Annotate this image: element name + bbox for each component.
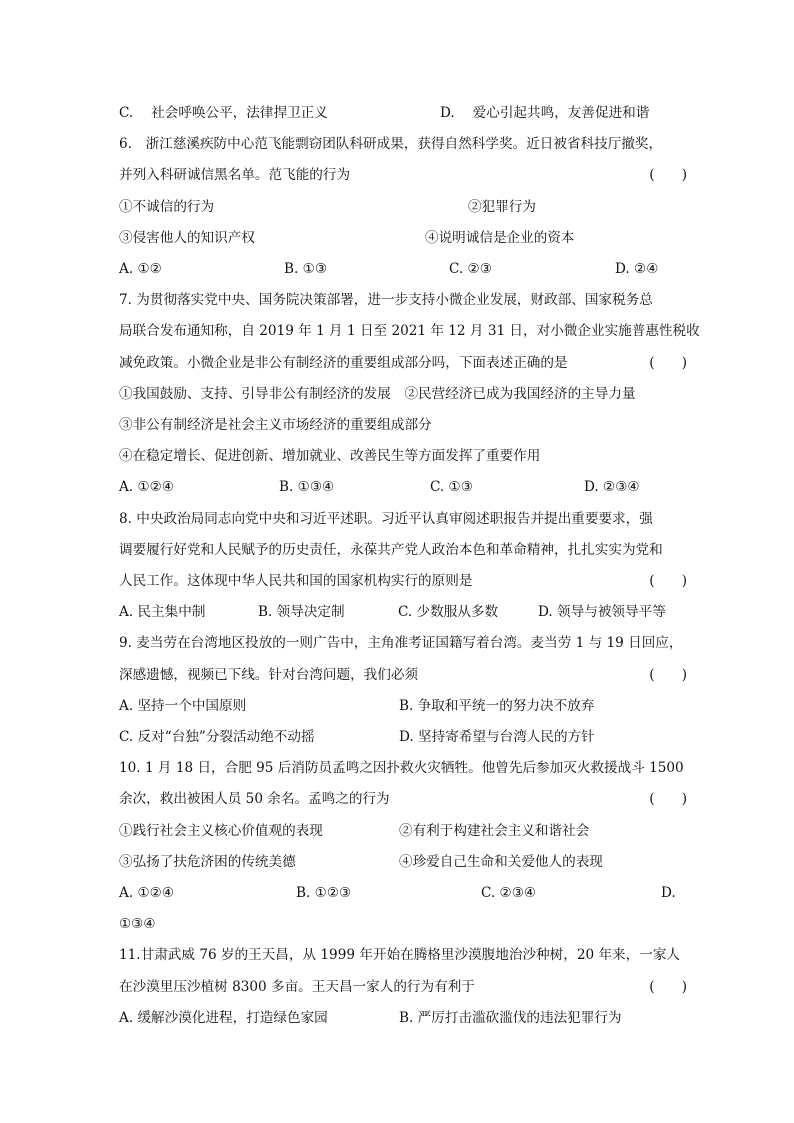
option-item: A. 缓解沙漠化进程，打造绿色家园 (119, 1009, 328, 1026)
question-line (119, 129, 687, 160)
option-item: A. ①② (119, 261, 162, 277)
question-line (119, 660, 687, 691)
question-line (119, 504, 687, 535)
option-item: C. ②③ (449, 261, 492, 277)
option-item: C. ②③④ (481, 885, 537, 901)
option-item: C. 社会呼唤公平，法律捍卫正义 (119, 105, 328, 121)
question-line (119, 753, 687, 784)
options-row (119, 597, 687, 628)
option-item: D. (661, 885, 676, 901)
option-item: B. ①③④ (279, 479, 335, 496)
question-line (119, 348, 687, 379)
option-item: D. ②③④ (584, 479, 640, 496)
line-text: 7. 为贯彻落实党中央、国务院决策部署，进一步支持小微企业发展，财政部、国家税务总 (119, 292, 653, 309)
option-item: ②犯罪行为 (468, 198, 536, 215)
options-row (119, 878, 687, 909)
line-text: 并列入科研诚信黑名单。范飞能的行为 (119, 167, 351, 184)
option-item: B. 争取和平统一的努力决不放弃 (399, 697, 595, 714)
line-text: 局联合发布通知称，自 2019 年 1 月 1 日至 2021 年 12 月 31 日，对小微企业实施普惠性税收 (119, 323, 700, 340)
option-item: ②有利于构建社会主义和谐社会 (399, 822, 590, 839)
option-item: A. 民主集中制 (119, 604, 206, 621)
options-row (119, 98, 687, 129)
answer-blank: ( ) (649, 666, 687, 683)
answer-blank: ( ) (649, 978, 687, 995)
option-item: B. 严厉打击滥砍滥伐的违法犯罪行为 (399, 1009, 622, 1026)
options-row (119, 223, 687, 254)
option-item: ③弘扬了扶危济困的传统美德 (119, 853, 296, 870)
line-text: 11.甘肃武威 76 岁的王天昌，从 1999 年开始在腾格里沙漠腹地治沙种树，20 年来，一家人 (119, 947, 681, 964)
line-text: 在沙漠里压沙植树 8300 多亩。王天昌一家人的行为有利于 (119, 978, 475, 995)
option-item: ③侵害他人的知识产权 (119, 229, 255, 246)
line-text: 减免政策。小微企业是非公有制经济的重要组成部分吗，下面表述正确的是 (119, 354, 568, 371)
options-row (119, 847, 687, 878)
question-line (119, 628, 687, 659)
option-item: C. 少数服从多数 (398, 604, 499, 621)
question-line (119, 410, 687, 441)
line-text: ③非公有制经济是社会主义市场经济的重要组成部分 (119, 417, 432, 433)
option-item: A. ①②④ (119, 479, 175, 496)
question-line (119, 972, 687, 1003)
option-item: D. 坚持寄希望与台湾人民的方针 (399, 729, 595, 745)
answer-blank: ( ) (649, 167, 687, 184)
options-row (119, 1003, 687, 1034)
option-item: C. 反对“台独”分裂活动绝不动摇 (119, 729, 315, 745)
line-text: 深感遗憾，视频已下线。针对台湾问题，我们必须 (119, 666, 419, 683)
question-line (119, 285, 687, 316)
question-line (119, 566, 687, 597)
line-text: 调要履行好党和人民赋予的历史责任，永葆共产党人政治本色和革命精神，扎扎实实为党和 (119, 541, 663, 558)
line-text: 8. 中央政治局同志向党中央和习近平述职。习近平认真审阅述职报告并提出重要要求，强 (119, 510, 653, 527)
question-line (119, 379, 687, 410)
options-row (119, 722, 687, 753)
option-item: ④说明诚信是企业的资本 (425, 229, 575, 246)
question-line (119, 316, 700, 347)
options-row (119, 192, 687, 223)
options-row (119, 472, 687, 503)
line-text: 人民工作。这体现中华人民共和国的国家机构实行的原则是 (119, 573, 473, 589)
question-line (119, 940, 687, 971)
options-row (119, 254, 687, 285)
option-item: ①不诚信的行为 (119, 198, 215, 215)
options-row (119, 691, 687, 722)
question-line (119, 441, 687, 472)
option-item: B. ①②③ (296, 885, 352, 901)
option-item: B. ①③ (284, 261, 328, 277)
question-line (119, 160, 687, 191)
option-item: D. 爱心引起共鸣，友善促进和谐 (440, 105, 650, 121)
answer-blank: ( ) (649, 573, 687, 589)
options-row (119, 816, 687, 847)
option-item: B. 领导决定制 (258, 604, 345, 621)
line-text: ①③④ (119, 916, 156, 933)
question-line (119, 535, 687, 566)
line-text: 9. 麦当劳在台湾地区投放的一则广告中，主角准考证国籍写着台湾。麦当劳 1 与 19 日回应， (119, 635, 683, 652)
option-item: D. ②④ (615, 261, 659, 277)
line-text: 6. 浙江慈溪疾防中心范飞能剽窃团队科研成果，获得自然科学奖。近日被省科技厅撤奖， (119, 136, 663, 153)
option-item: D. 领导与被领导平等 (538, 604, 666, 621)
option-item: C. ①③ (430, 479, 473, 496)
line-text: 10. 1 月 18 日，合肥 95 后消防员孟鸣之因扑救火灾牺牲。他曾先后参加灭火救援战斗 1500 (119, 760, 684, 777)
line-text: ④在稳定增长、促进创新、增加就业、改善民生等方面发挥了重要作用 (119, 448, 541, 465)
question-line (119, 909, 687, 940)
option-item: A. 坚持一个中国原则 (119, 697, 247, 714)
option-item: ④珍爱自己生命和关爱他人的表现 (399, 853, 603, 870)
line-text: ①我国鼓励、支持、引导非公有制经济的发展 ②民营经济已成为我国经济的主导力量 (119, 385, 636, 402)
answer-blank: ( ) (649, 354, 687, 371)
option-item: A. ①②④ (119, 885, 175, 901)
option-item: ①践行社会主义核心价值观的表现 (119, 822, 323, 839)
line-text: 余次，救出被困人员 50 余名。孟鸣之的行为 (119, 791, 390, 808)
question-line (119, 784, 687, 815)
answer-blank: ( ) (649, 791, 687, 808)
